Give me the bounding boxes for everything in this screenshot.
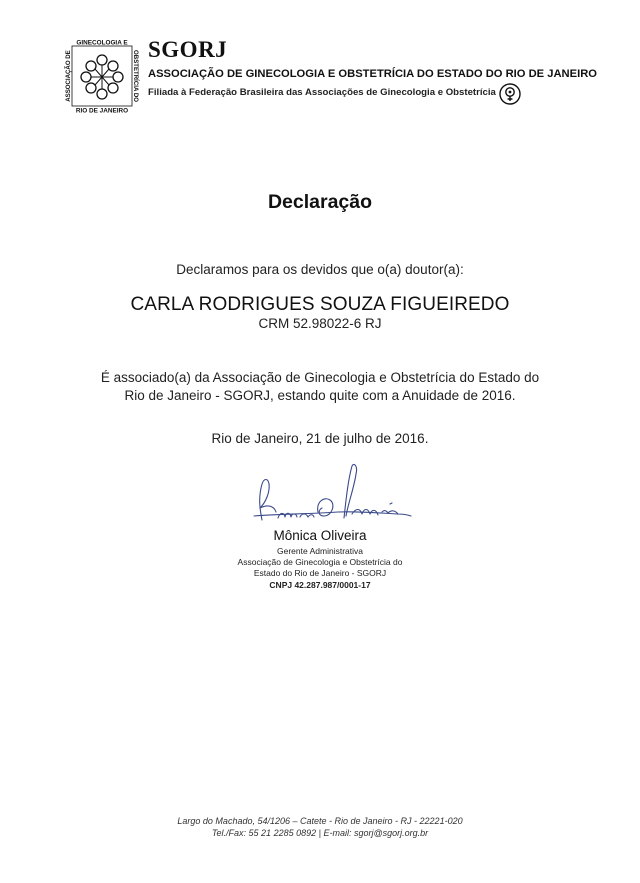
sgorj-logo xyxy=(64,38,140,114)
logo-text-left: ASSOCIAÇÃO DE xyxy=(65,50,73,102)
org-name: ASSOCIAÇÃO DE GINECOLOGIA E OBSTETRÍCIA DO ESTADO DO RIO DE JANEIRO xyxy=(148,68,597,80)
signer-role: Gerente Administrativa xyxy=(277,546,363,556)
org-affiliation: Filiada à Federação Brasileira das Associações de Ginecologia e Obstetrícia xyxy=(148,87,496,98)
signer-org-line-2: Estado do Rio de Janeiro - SGORJ xyxy=(253,568,387,578)
footer-contact: Tel./Fax: 55 21 2285 0892 | E-mail: sgorj@sgorj.org.br xyxy=(211,828,429,838)
place-and-date: Rio de Janeiro, 21 de julho de 2016. xyxy=(211,431,429,446)
signer-org-line-1: Associação de Ginecologia e Obstetrícia do xyxy=(237,557,403,567)
handwritten-signature xyxy=(248,460,413,530)
logo-text-top: GINECOLOGIA E xyxy=(76,39,128,47)
footer-address: Largo do Machado, 54/1206 – Catete - Rio de Janeiro - RJ - 22221-020 xyxy=(177,816,463,826)
declaration-paragraph-line-1: É associado(a) da Associação de Ginecologia e Obstetrícia do Estado do xyxy=(100,370,540,385)
doctor-name: CARLA RODRIGUES SOUZA FIGUEIREDO xyxy=(130,294,510,315)
declaration-paragraph-line-2: Rio de Janeiro - SGORJ, estando quite com a Anuidade de 2016. xyxy=(124,388,516,403)
logo-text-bottom: RIO DE JANEIRO xyxy=(75,107,129,114)
crm-number: CRM 52.98022-6 RJ xyxy=(258,316,382,331)
febrasgo-logo-icon xyxy=(499,83,521,105)
cnpj-number: CNPJ 42.287.987/0001-17 xyxy=(269,580,371,590)
intro-text: Declaramos para os devidos que o(a) doutor(a): xyxy=(176,262,464,277)
document-title: Declaração xyxy=(267,191,373,213)
logo-text-right: OBSTETRÍCIA DO xyxy=(132,50,139,102)
org-acronym: SGORJ xyxy=(148,37,228,62)
signer-name: Mônica Oliveira xyxy=(273,528,367,543)
logo-emblem-icon xyxy=(81,55,123,99)
